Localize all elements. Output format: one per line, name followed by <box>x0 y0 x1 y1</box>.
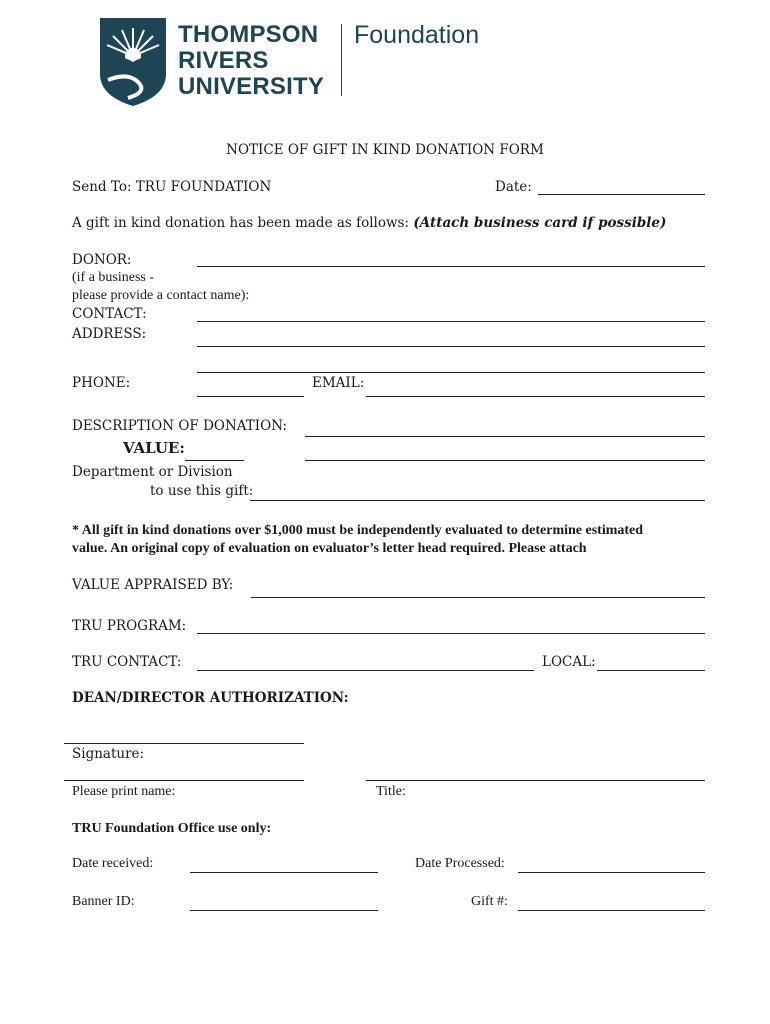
appraised-label: VALUE APPRAISED BY: <box>72 577 234 593</box>
intro-text <box>72 215 666 231</box>
gift-number-label: Gift #: <box>471 894 508 909</box>
brand-line-thompson: THOMPSON <box>178 21 319 48</box>
address-label: ADDRESS: <box>72 326 147 342</box>
address-field-2[interactable] <box>197 372 705 373</box>
contact-field[interactable] <box>197 321 705 322</box>
notice-line-2: value. An original copy of evaluation on evaluator’s letter head required. Please attach <box>72 541 587 556</box>
phone-label: PHONE: <box>72 375 131 391</box>
form-title: NOTICE OF GIFT IN KIND DONATION FORM <box>226 142 544 158</box>
gift-number-field[interactable] <box>518 910 705 911</box>
date-label: Date: <box>495 179 532 195</box>
brand-divider <box>341 24 342 96</box>
date-received-field[interactable] <box>190 872 378 873</box>
intro-note: (Attach business card if possible) <box>413 215 667 231</box>
description-label: DESCRIPTION OF DONATION: <box>72 418 288 434</box>
donor-hint-1: (if a business - <box>72 270 155 285</box>
brand-line-rivers: RIVERS <box>178 47 269 74</box>
tru-logo-emblem-icon <box>98 16 168 108</box>
program-label: TRU PROGRAM: <box>72 618 187 634</box>
department-label-2: to use this gift: <box>150 483 254 499</box>
brand-line-university: UNIVERSITY <box>178 73 325 100</box>
office-heading: TRU Foundation Office use only: <box>72 821 272 836</box>
title-field[interactable] <box>366 780 705 781</box>
banner-id-label: Banner ID: <box>72 894 135 909</box>
tru-logo <box>98 16 168 108</box>
value-field[interactable] <box>185 460 244 461</box>
department-label-1: Department or Division <box>72 464 233 480</box>
signature-field[interactable] <box>64 743 304 744</box>
date-received-label: Date received: <box>72 856 154 871</box>
donor-label: DONOR: <box>72 252 132 268</box>
email-field[interactable] <box>366 396 705 397</box>
tru-contact-field[interactable] <box>197 670 534 671</box>
notice-line-1: * All gift in kind donations over $1,000 must be independently evaluated to determine estimated <box>72 523 644 538</box>
print-name-field[interactable] <box>64 780 304 781</box>
date-processed-label: Date Processed: <box>415 856 505 871</box>
description-field-1[interactable] <box>305 436 705 437</box>
brand-foundation: Foundation <box>354 21 480 49</box>
appraised-field[interactable] <box>251 597 705 598</box>
title-label: Title: <box>376 784 406 799</box>
program-field[interactable] <box>197 633 705 634</box>
contact-label: CONTACT: <box>72 306 147 322</box>
phone-field[interactable] <box>197 396 304 397</box>
send-to-label: Send To: TRU FOUNDATION <box>72 179 272 195</box>
donor-field[interactable] <box>197 266 705 267</box>
signature-label: Signature: <box>72 746 145 762</box>
value-label: VALUE: <box>123 439 185 457</box>
address-field-1[interactable] <box>197 346 705 347</box>
tru-contact-label: TRU CONTACT: <box>72 654 182 670</box>
date-field[interactable] <box>538 194 705 195</box>
intro-main: A gift in kind donation has been made as follows: <box>72 215 410 231</box>
date-processed-field[interactable] <box>518 872 705 873</box>
banner-id-field[interactable] <box>190 910 378 911</box>
description-field-2[interactable] <box>305 460 705 461</box>
local-label: LOCAL: <box>542 654 596 670</box>
email-label: EMAIL: <box>312 375 365 391</box>
local-field[interactable] <box>597 670 705 671</box>
authorization-heading: DEAN/DIRECTOR AUTHORIZATION: <box>72 690 349 706</box>
department-field[interactable] <box>250 500 705 501</box>
print-name-label: Please print name: <box>72 784 176 799</box>
donor-hint-2: please provide a contact name): <box>72 288 250 303</box>
